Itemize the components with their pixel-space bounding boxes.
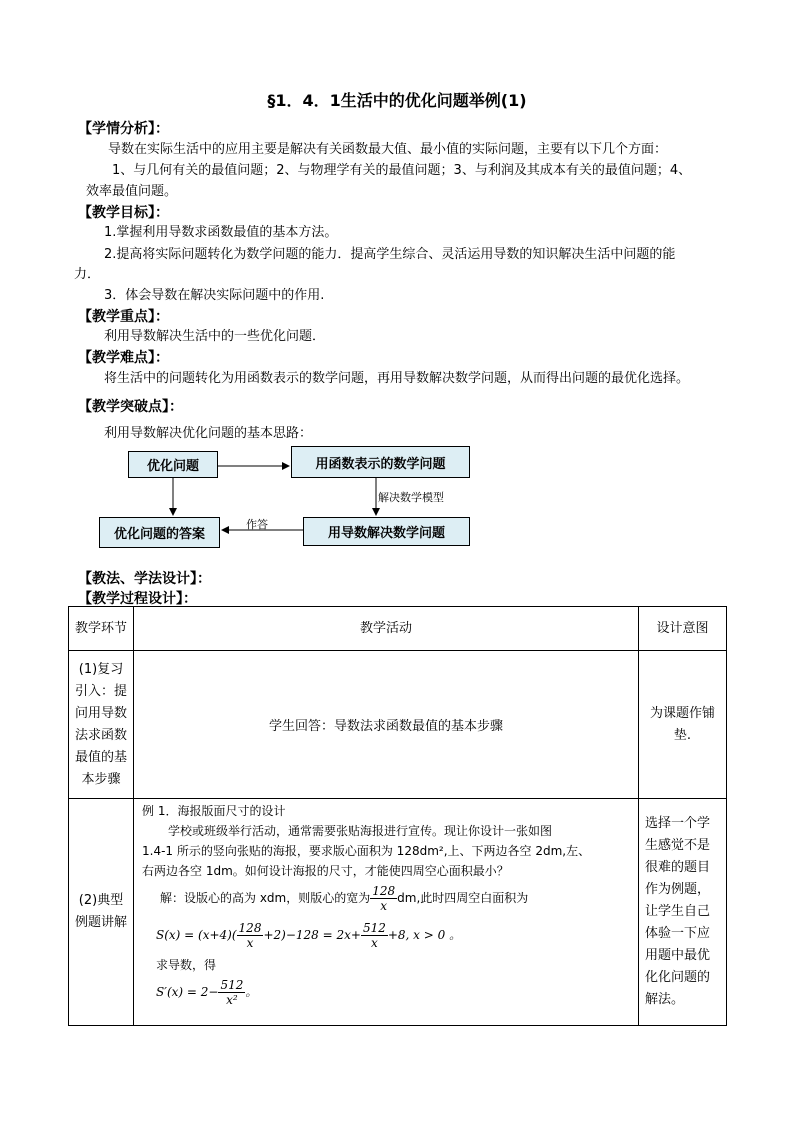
fraction-128-over-x <box>370 884 397 913</box>
problem-line1: 学校或班级举行活动，通常需要张贴海报进行宣传。现让你设计一张如图 <box>168 824 553 838</box>
fraction-numerator: 128 <box>372 883 396 898</box>
problem-line2: 1.4-1 所示的竖向张贴的海报，要求版心面积为 128dm²,上、下两边各空 2dm,左、 <box>142 844 591 858</box>
heading-xueqing: 【学情分析】： <box>78 121 169 137</box>
heading-mubiao: 【教学目标】： <box>78 205 169 221</box>
row1-intent: 为课题作铺垫. <box>639 651 727 799</box>
header-intent: 设计意图 <box>639 607 727 651</box>
derivative-part-a: S′(x) = 2− <box>156 985 219 999</box>
row2-activity <box>134 799 639 1026</box>
fraction-128-over-x-2 <box>237 921 264 950</box>
row2-intent: 选择一个学生感觉不是很难的题目作为例题，让学生自己体验一下应用题中最优化化问题的解法。 <box>639 799 727 1026</box>
formula-part-a: S(x) = (x+4)( <box>156 928 237 942</box>
heading-tupo: 【教学突破点】： <box>78 399 183 415</box>
problem-line3: 右两边各空 1dm。如何设计海报的尺寸，才能使四周空心面积最小？ <box>142 864 509 878</box>
solution-prefix: 解：设版心的高为 xdm，则版心的宽为 <box>160 891 371 905</box>
nandian-text: 将生活中的问题转化为用函数表示的数学问题，再用导数解决数学问题，从而得出问题的最优化选择。 <box>104 371 690 386</box>
flow-box-derivative-solve: 用导数解决数学问题 <box>303 517 470 546</box>
derivative-intro: 求导数，得 <box>156 958 217 972</box>
heading-zhongdian: 【教学重点】： <box>78 309 169 325</box>
tupo-intro: 利用导数解决优化问题的基本思路： <box>104 426 313 441</box>
xueqing-line1: 导数在实际生活中的应用主要是解决有关函数最大值、最小值的实际问题，主要有以下几个方面： <box>108 142 668 157</box>
fraction-denominator: x <box>380 898 388 913</box>
table-row <box>69 799 727 1026</box>
mubiao-item2a: 2.提高将实际问题转化为数学问题的能力．提高学生综合、灵活运用导数的知识解决生活中问题的能 <box>104 247 676 262</box>
heading-jiaofa: 【教法、学法设计】： <box>78 571 211 587</box>
flow-box-function-problem: 用函数表示的数学问题 <box>291 446 470 478</box>
header-stage: 教学环节 <box>69 607 134 651</box>
mubiao-item1: 1.掌握利用导数求函数最值的基本方法。 <box>104 225 338 240</box>
fraction-numerator: 512 <box>220 977 244 992</box>
flow-box-answer: 优化问题的答案 <box>99 517 220 548</box>
table-row <box>69 651 727 799</box>
fraction-denominator: x <box>371 935 378 950</box>
fraction-denominator: x² <box>226 992 238 1007</box>
mubiao-item2b: 力． <box>74 267 101 282</box>
heading-guocheng: 【教学过程设计】： <box>78 591 197 607</box>
fraction-512-over-x <box>361 921 388 950</box>
example-title: 例 1．海报版面尺寸的设计 <box>142 804 286 818</box>
fraction-denominator: x <box>246 935 254 950</box>
fraction-512-over-x-squared <box>218 978 245 1007</box>
solution-line <box>160 881 630 915</box>
row1-activity: 学生回答：导数法求函数最值的基本步骤 <box>134 651 639 799</box>
formula-part-b: +2)−128 = 2x+ <box>263 928 361 942</box>
mubiao-item3: 3．体会导数在解决实际问题中的作用. <box>104 288 325 303</box>
header-activity: 教学活动 <box>134 607 639 651</box>
xueqing-line3: 效率最值问题。 <box>86 184 178 199</box>
flow-label-answer: 作答 <box>246 518 268 531</box>
derivative-formula <box>156 975 630 1009</box>
zhongdian-text: 利用导数解决生活中的一些优化问题． <box>104 329 326 344</box>
solution-suffix: dm,此时四周空白面积为 <box>397 891 529 905</box>
page-title: §1．4．1生活中的优化问题举例(1) <box>267 91 527 110</box>
flow-label-solve-model: 解决数学模型 <box>378 491 444 504</box>
formula-part-c: +8, x > 0 。 <box>387 928 462 942</box>
row2-stage: (2)典型例题讲解 <box>69 799 134 1026</box>
flow-box-optimization-problem: 优化问题 <box>128 451 218 478</box>
table-header-row <box>69 607 727 651</box>
fraction-numerator: 512 <box>362 920 386 935</box>
fraction-numerator: 128 <box>238 920 262 935</box>
process-table <box>68 606 727 1026</box>
xueqing-line2: 1、与几何有关的最值问题；2、与物理学有关的最值问题；3、与利润及其成本有关的最值问题；4、 <box>112 163 692 178</box>
heading-nandian: 【教学难点】： <box>78 350 169 366</box>
area-formula <box>156 915 630 955</box>
row1-stage: (1)复习引入：提问用导数法求函数最值的基本步骤 <box>69 651 134 799</box>
derivative-end: 。 <box>245 985 258 999</box>
